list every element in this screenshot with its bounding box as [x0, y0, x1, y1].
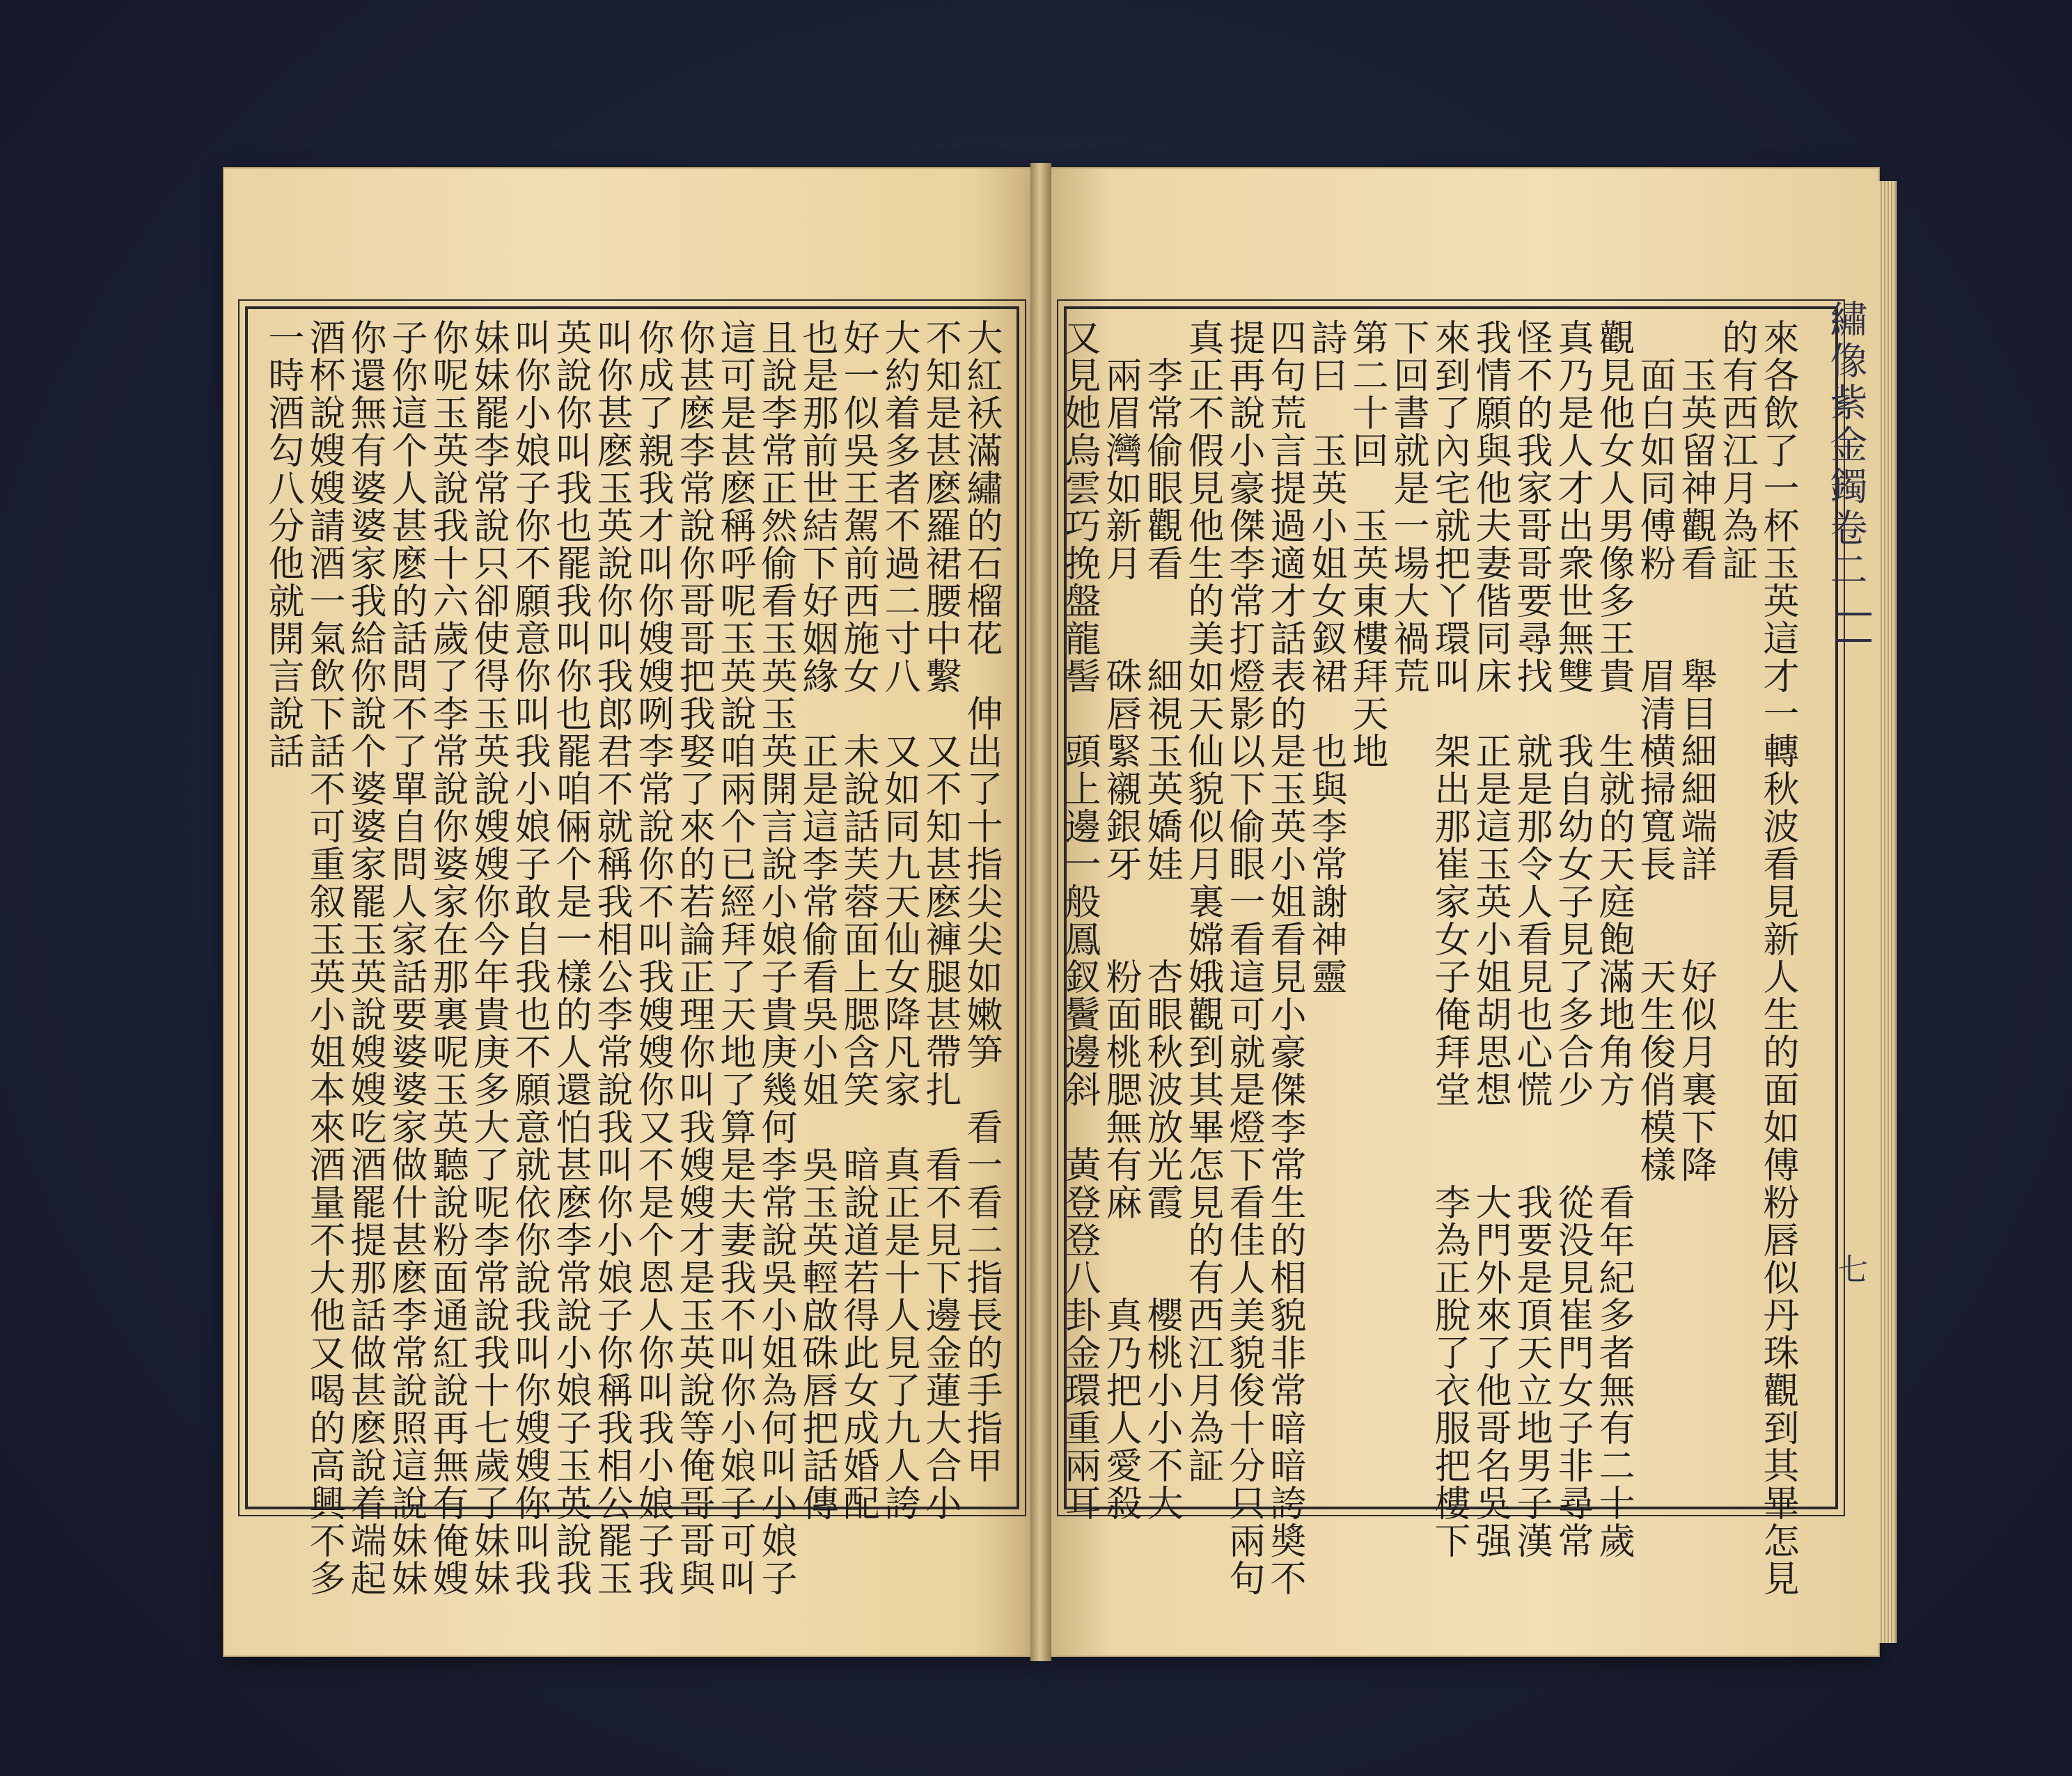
text-column: 兩眉灣如新月 硃唇緊襯銀牙 粉面桃腮無有麻 真乃把人愛殺: [1099, 319, 1141, 1522]
text-column: 妹妹罷李常說只卻使得玉英說嫂嫂你今年貴庚多大了呢李常說我十七歲了妹妹: [467, 319, 509, 1597]
text-column: 你甚麽李常說你哥哥把我娶了來的若論正理你叫我嫂嫂才是玉英說等俺哥哥與: [673, 319, 714, 1597]
text-column: 面白如同傅粉 眉清横掃寬長 天生俊俏模樣: [1633, 319, 1675, 1184]
fish-tail-mark: [1835, 613, 1871, 642]
text-column: 玉英留神觀看 舉目細細端詳 好似月裏下降: [1674, 319, 1716, 1184]
open-book: [223, 167, 1880, 1657]
text-column: 的有西江月為証: [1716, 319, 1757, 582]
text-column: 下回書就是一場大禍荒: [1387, 319, 1429, 695]
left-page-text: [258, 319, 1002, 1597]
margin-title: [1824, 299, 1873, 592]
page-number: 七: [1832, 1253, 1867, 1284]
text-column: 且說李常正然偷看玉英玉英開言說小娘子貴庚幾何李常說吳小姐為何叫小娘子: [755, 319, 796, 1597]
text-column: 好一似吳王駕前西施女 未說話芙蓉面上腮含笑 暗說道若得此女成婚配: [837, 319, 879, 1522]
right-page-text: [1058, 319, 1798, 1597]
text-column: 真乃是人才出衆世無雙 我自幼女子見了多合少 從没見崔門女子非尋常: [1551, 319, 1593, 1559]
text-column: 李常偷眼觀看 細視玉英嬌娃 杏眼秋波放光霞 櫻桃小小不大: [1140, 319, 1182, 1522]
book-gutter: [1030, 163, 1051, 1661]
text-column: 叫你甚麽玉英說你叫我郎君不就稱我相公李常說我叫你小娘子你稱我相公罷玉: [590, 319, 632, 1597]
text-column: 第二十回 玉英東樓拜天地: [1346, 319, 1388, 770]
page-edges: [1878, 181, 1897, 1643]
text-column: 一時酒勾八分他就開言說話: [262, 319, 304, 770]
text-column: 來各飲了一杯玉英這才一轉秋波看見新人生的面如傅粉唇似丹珠觀到其畢怎見: [1757, 319, 1798, 1597]
text-column: 又見她烏雲巧挽盤龍髻 頭上邊一般鳳釵鬢邊斜 黃登登八卦金環重兩耳: [1058, 319, 1100, 1522]
text-column: 大約着多者不過二寸八 又如同九天仙女降凡家 真正是十人見了九人誇: [878, 319, 920, 1522]
text-column: 英說你叫我也罷我叫你也罷咱倆个是一樣的人還怕甚麽李常說小娘子玉英說我: [549, 319, 591, 1597]
text-column: 怪不的我家哥哥要尋找 就是那令人看見也心慌 我要是頂天立地男子漢: [1510, 319, 1552, 1559]
text-column: 子你這个人甚麽的話問不了單自問人家話要婆婆家做什甚麽李常說照這說妹妹: [385, 319, 427, 1597]
text-column: 來到了內宅就把丫環叫 架出那崔家女子俺拜堂 李為正脫了衣服把樓下: [1428, 319, 1470, 1559]
text-column: 詩曰 玉英小姐女釵裙 也與李常謝神靈: [1305, 319, 1347, 996]
text-column: 也是那前世結下好姻緣 正是這李常偷看吳小姐 吳玉英輕啟硃唇把話傳: [796, 319, 838, 1522]
text-column: 你呢玉英說我十六歲了李常說你婆家在那裏呢玉英聽說粉面通紅說再無有俺嫂: [426, 319, 468, 1597]
text-column: 不知是甚麽羅裙腰中繫 又不知甚麽褲腿甚帶扎 看不見下邊金蓮大合小: [919, 319, 961, 1522]
book-title: 繡像紫金鐲: [1824, 299, 1868, 508]
text-column: 這可是甚麽稱呼呢玉英說咱兩个已經拜了天地了算是夫妻我不叫你小娘子可叫: [714, 319, 755, 1597]
text-column: 酒杯說嫂嫂請酒一氣飲下話不可重叙玉英小姐本來酒量不大他又喝的高興不多: [303, 319, 345, 1597]
text-column: 四句荒言提過適才話表的是玉英小姐看見小豪傑李常生的相貌非常暗暗誇奬不: [1264, 319, 1305, 1597]
text-column: 叫你小娘子你不願意你叫我小娘子敢自我也不願意就依你說我叫你嫂嫂你叫我: [508, 319, 550, 1597]
text-column: 你成了親我才叫你嫂嫂咧李常說你不叫我嫂嫂你又不是个恩人你叫我小娘子我: [631, 319, 673, 1597]
volume-label: 卷二: [1824, 508, 1868, 592]
text-column: 你還無有婆婆家我給你說个婆婆家罷玉英說嫂嫂吃酒罷提那話做甚麽說着端起: [344, 319, 386, 1597]
text-column: 提再說小豪傑李常打燈影以下偷眼一看這可就是燈下看佳人美貌俊十分只兩句: [1223, 319, 1264, 1597]
text-column: 真正不假見他生的美如天仙貌似月裏嫦娥觀到其畢怎見的有西江月為証: [1182, 319, 1223, 1484]
text-column: 大紅袄滿繡的石榴花 伸出了十指尖尖如嫩笋 看一看二指長的手指甲: [960, 319, 1002, 1484]
text-column: 觀見他女人男像多王貴 生就的天庭飽滿地角方 看年紀多者無有二十歲: [1592, 319, 1634, 1559]
text-column: 我情願與他夫妻偕同床 正是這玉英小姐胡思想 大門外來了他哥名吳强: [1469, 319, 1511, 1559]
